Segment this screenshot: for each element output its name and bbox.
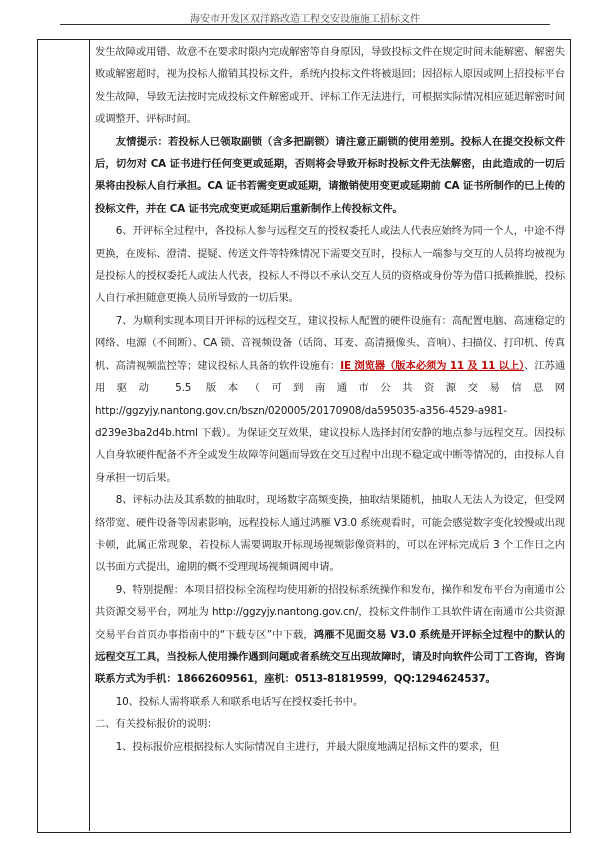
item-9-text-a: 9、特别提醒：本项目招投标全流程均使用新的招投标系统操作和发布，操作和发布平台为南通市公共资源交易平台，网址为 http://ggzyjy.nantong.gov.cn/，投标文件制作工具软件请在南通市公共资源交易平台首页办事指南中的“下载专区”中下载， (95, 583, 565, 641)
item-7-text-a: 7、为顺利实现本项目开评标的远程交互，建议投标人配置的硬件设施有：高配置电脑、高速稳定的网络、电源（不间断）、CA 锁、音视频设备（话筒、耳麦、高清摄像头、音响）、扫描仪、打印机、传真机、高清视频监控等；建议投标人具备的软件设施有： (95, 314, 565, 372)
ie-browser-requirement: IE 浏览器（版本必须为 11 及 11 以上） (340, 359, 525, 372)
item-8: 8、评标办法及其系数的抽取时，现场数字高频变换，抽取结果随机，抽取人无法人为设定，但受网络带宽、硬件设备等因素影响，远程投标人通过鸿雁 V3.0 系统观看时，可能会感觉数字变化较慢或出现卡顿，此属正常现象，若投标人需要调取开标现场视频影像资料的，可以在评标完成后 3 个工作日之内以书面方式提出，逾期的概不受理现场视频调阅申请。 (95, 494, 565, 574)
tip-paragraph (95, 131, 565, 221)
item-6: 6、开评标全过程中，各投标人参与远程交互的授权委托人或法人代表应始终为同一个人，中途不得更换，在废标、澄清、提疑、传送文件等特殊情况下需要交互时，投标人一端参与交互的人员将均被视为是投标人的授权委托人或法人代表，投标人不得以不承认交互人员的资格或身份等为借口抵赖推脱，投标人自行承担随意更换人员所导致的一切后果。 (95, 225, 565, 305)
header-rule (60, 24, 550, 25)
tip-label: 友情提示： (115, 135, 168, 148)
table-left-column-divider (89, 39, 90, 831)
document-body (95, 41, 565, 758)
section-2-heading: 二、有关投标报价的说明： (95, 718, 218, 731)
paragraph-continued: 发生故障或用错、故意不在要求时限内完成解密等自身原因，导致投标文件在规定时间未能解密、解密失败或解密超时，视为投标人撤销其投标文件，系统内投标文件将被退回；因招标人原因或网上招投标平台发生故障，导致无法按时完成投标文件解密或开、评标工作无法进行，可根据实际情况相应延迟解密时间或调整开、评标时间。 (95, 46, 565, 126)
item-7 (95, 310, 565, 489)
section-2-item-1: 1、投标报价应根据投标人实际情况自主进行，并最大限度地满足招标文件的要求，但 (115, 740, 500, 753)
item-7-text-b: 、江苏通用驱动 5.5 版本（可到南通市公共资源交易信息网 http://ggzyjy.nantong.gov.cn/bszn/020005/20170908/da595035-a356-4529-a981-d239e3ba2d4b.html 下载）。为保证交互效果，建议投标人选择封闭安静的地点参与远程交互。因投标人自身软硬件配备不齐全或发生故障等问题而导致在交互过程中出现不稳定或中断等情况的，由投标人自身承担一切后果。 (95, 359, 566, 484)
tip-text: 若投标人已领取副锁（含多把副锁）请注意正副锁的使用差别。投标人在提交投标文件后，切勿对 CA 证书进行任何变更或延期，否则将会导致开标时投标文件无法解密，由此造成的一切后果将由投标人自行承担。CA 证书若需变更或延期，请撤销使用变更或延期前 CA 证书所制作的已上传的投标文件，并在 CA 证书完成变更或延期后重新制作上传投标文件。 (95, 135, 565, 215)
item-10: 10、投标人需将联系人和联系电话写在授权委托书中。 (115, 695, 364, 708)
item-9-bold-contact: 鸿雁不见面交易 V3.0 系统是开评标全过程中的默认的远程交互工具，当投标人使用操作遇到问题或者系统交互出现故障时，请及时向软件公司丁工咨询，咨询联系方式为手机：18662609561，座机：0513-81819599，QQ:1294624537。 (95, 628, 565, 686)
page-header: 海安市开发区双洋路改造工程交安设施施工招标文件 (190, 14, 420, 25)
item-9 (95, 579, 565, 691)
